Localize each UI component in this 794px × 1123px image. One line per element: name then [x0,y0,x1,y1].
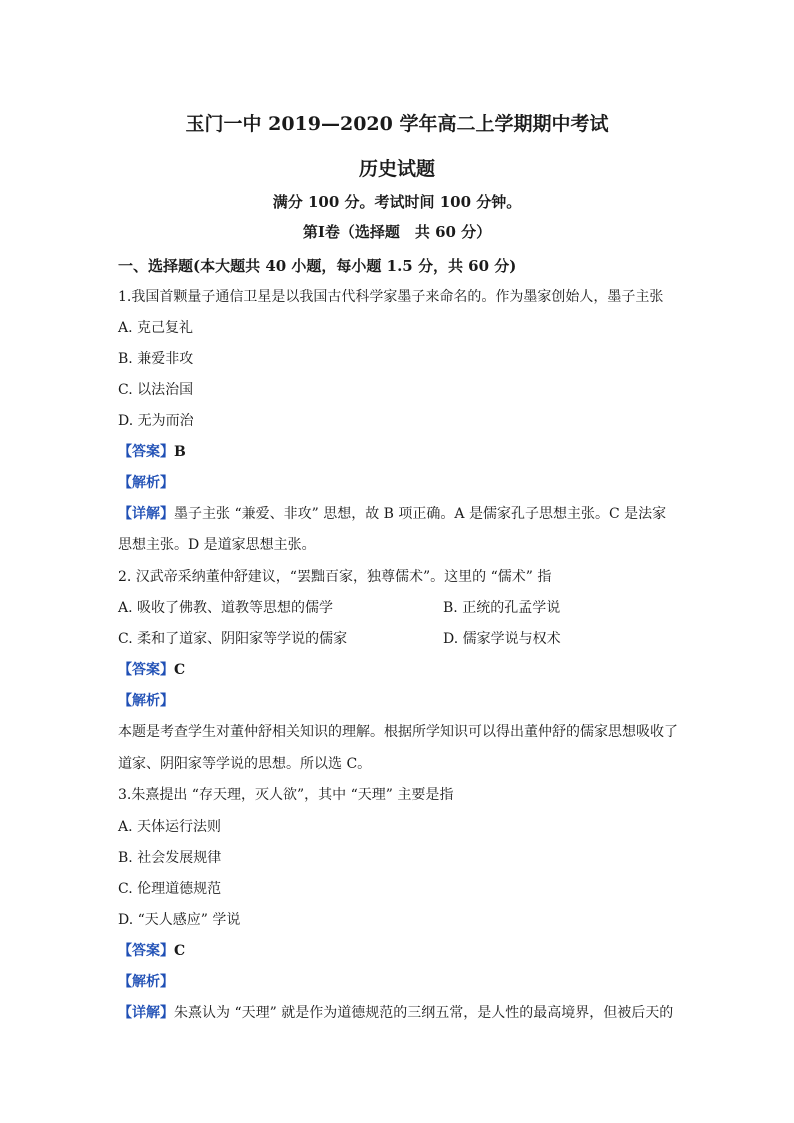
q1-answer-value: B [174,444,186,460]
answer-label: 【答案】 [118,662,174,678]
q2-answer-value: C [174,662,186,678]
q3-option-b: B. 社会发展规律 [118,850,222,866]
q1-option-a: A. 克己复礼 [118,320,194,336]
q2-analysis-label: 【解析】 [118,693,174,709]
detail-label: 【详解】 [118,506,174,522]
q3-answer-value: C [174,943,186,959]
q2-option-b: B. 正统的孔孟学说 [443,600,561,616]
q3-stem: 3.朱熹提出 “存天理，灭人欲”，其中 “天理” 主要是指 [118,787,454,803]
q2-answer [118,660,185,680]
q3-option-c: C. 伦理道德规范 [118,881,222,897]
volume-title: 第Ⅰ卷（选择题 共 60 分） [302,223,492,241]
section-title: 一、选择题(本大题共 40 小题，每小题 1.5 分，共 60 分) [118,257,517,275]
answer-label: 【答案】 [118,943,174,959]
q2-option-d: D. 儒家学说与权术 [443,631,561,647]
q3-detail-line-1 [118,1003,673,1023]
q1-option-d: D. 无为而治 [118,413,194,429]
q3-answer [118,941,185,961]
q3-option-d: D. “天人感应” 学说 [118,912,241,928]
answer-label: 【答案】 [118,444,174,460]
q1-stem: 1.我国首颗量子通信卫星是以我国古代科学家墨子来命名的。作为墨家创始人，墨子主张 [118,289,664,305]
q2-analysis-line-2: 道家、阴阳家等学说的思想。所以选 C。 [118,756,372,772]
q1-answer [118,442,186,462]
q1-detail-line-1 [118,504,666,524]
q2-option-c: C. 柔和了道家、阴阳家等学说的儒家 [118,631,348,647]
q3-option-a: A. 天体运行法则 [118,819,222,835]
q3-detail-text: 朱熹认为 “天理” 就是作为道德规范的三纲五常，是人性的最高境界，但被后天的 [174,1005,674,1021]
subject-title: 历史试题 [358,158,435,180]
q1-option-c: C. 以法治国 [118,382,194,398]
q1-detail-line-2: 思想主张。D 是道家思想主张。 [118,537,316,553]
q2-option-a: A. 吸收了佛教、道教等思想的儒学 [118,600,334,616]
q2-analysis-line-1: 本题是考查学生对董仲舒相关知识的理解。根据所学知识可以得出董仲舒的儒家思想吸收了 [118,724,678,740]
detail-label: 【详解】 [118,1005,174,1021]
q3-analysis-label: 【解析】 [118,974,174,990]
exam-info: 满分 100 分。考试时间 100 分钟。 [272,193,522,211]
q1-option-b: B. 兼爱非攻 [118,351,194,367]
q1-analysis-label: 【解析】 [118,475,174,491]
q1-detail-text: 墨子主张 “兼爱、非攻” 思想，故 B 项正确。A 是儒家孔子思想主张。C 是法家 [174,506,667,522]
document-title: 玉门一中 2019—2020 学年高二上学期期中考试 [185,113,609,135]
q2-stem: 2. 汉武帝采纳董仲舒建议，“罢黜百家，独尊儒术”。这里的 “儒术” 指 [118,569,552,585]
